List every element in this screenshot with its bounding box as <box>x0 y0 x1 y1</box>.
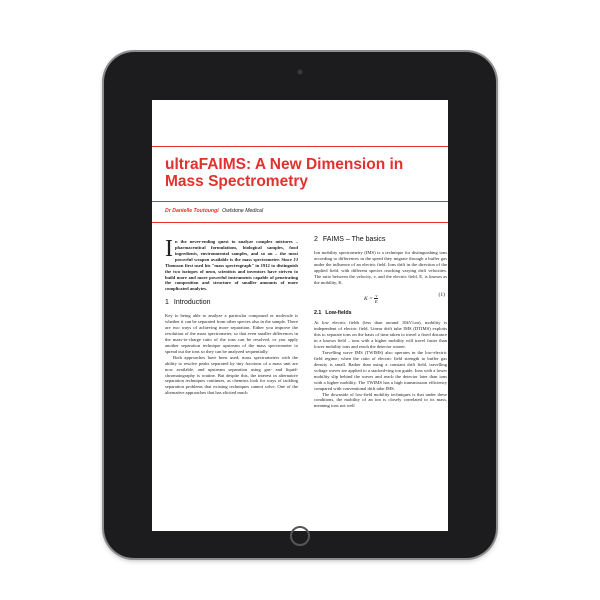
tablet-device <box>104 52 496 558</box>
low-fields-paragraph-1: At low electric fields (less than around 10kV/cm), mobility is independent of electric field. Linear drift tube IMS (DTIMS) exploits this to separate ions on the basis of time taken to travel a fixed distance in a known field – ions with a higher mobility will travel faster than lower mobility ions and reach the detector sooner. <box>314 320 447 350</box>
low-fields-paragraph-2: Travelling wave IMS (TWIMS) also operates in the low-electric field regime; when the ratio of electric field strength to buffer gas density is small. Rather than using a constant drift field, travelling voltage waves are applied to a stacked-ring ion guide. Ions with a lower mobility slip behind the waves and reach the detector later than ions with a higher mobility. The TWIMS has a high transmission efficiency compared with conventional drift tube IMS. <box>314 350 447 391</box>
drop-cap: I <box>165 236 173 262</box>
intro-paragraph-2: Both approaches have been used; mass spectrometers with the ability to resolve peaks separated by tiny fractions of a mass unit are now available, and upstream separation using gas- and liquid-chromatography is routine. But despite this, the interest in alternative separation techniques continues, as chemists look for ways of tackling separation problems that existing techniques cannot solve. One of the alternative approaches that has elicited much <box>165 354 298 396</box>
title-rule-bottom <box>152 201 448 202</box>
equation-number: (1) <box>438 291 445 298</box>
left-column <box>165 236 298 396</box>
abstract <box>165 236 298 292</box>
article-title: ultraFAIMS: A New Dimension in Mass Spectrometry <box>165 156 404 190</box>
section-heading-introduction: 1 Introduction <box>165 299 211 307</box>
author-name: Dr Danielle Toutoungi <box>165 208 219 214</box>
home-button[interactable] <box>290 526 310 546</box>
mobility-equation: K = $\frac{v}{E}$ (1) <box>364 291 445 304</box>
author-rule <box>152 222 448 223</box>
low-fields-paragraph-3: The downside of low-field mobility techniques is that under these conditions, the mobility of an ion is closely correlated to its mass, meaning ions not well <box>314 391 447 409</box>
tablet-screen[interactable] <box>152 100 448 531</box>
subsection-heading-low-fields: 2.1 Low-fields <box>314 309 352 316</box>
intro-paragraph-1: Key to being able to analyze a particular compound or molecule is whether it can be separated from other species also in the sample. There are two ways of achieving more separation. Either you improve the resolution of the mass spectrometer, so that even smaller differences in the mass-to-charge ratio of the ions can be resolved, or you apply another separation technique upstream of the mass spectrometer to spread out the ions so they can be analyzed sequentially. <box>165 313 298 354</box>
faims-paragraph-1: Ion mobility spectrometry (IMS) is a technique for distinguishing ions according to differences in the speed they migrate through a buffer gas under the influence of an electric field. Ions drift in the direction of the applied field, with different species reaching varying drift velocities. The ratio between the velocity, v, and the electric field, E, is known as the mobility, K. <box>314 250 447 285</box>
abstract-text: n the never-ending quest to analyze complex mixtures – pharmaceutical formulations, biological samples, food ingredients, environmental samples, and so on – the most powerful weapon available is the mass spectrometer. Since JJ Thomson first used his "mass spectrograph" in 1912 to distinguish the two isotopes of neon, scientists and inventors have striven to build more and more powerful instruments capable of penetrating the composition and structure of smaller amounts of more complicated analytes. <box>165 239 298 292</box>
right-column <box>314 236 447 409</box>
title-rule-top <box>152 146 448 147</box>
author-line <box>165 208 263 214</box>
author-affiliation: Owlstone Medical <box>222 208 264 214</box>
section-heading-faims-basics: 2 FAIMS – The basics <box>314 236 386 243</box>
front-camera <box>297 69 303 75</box>
